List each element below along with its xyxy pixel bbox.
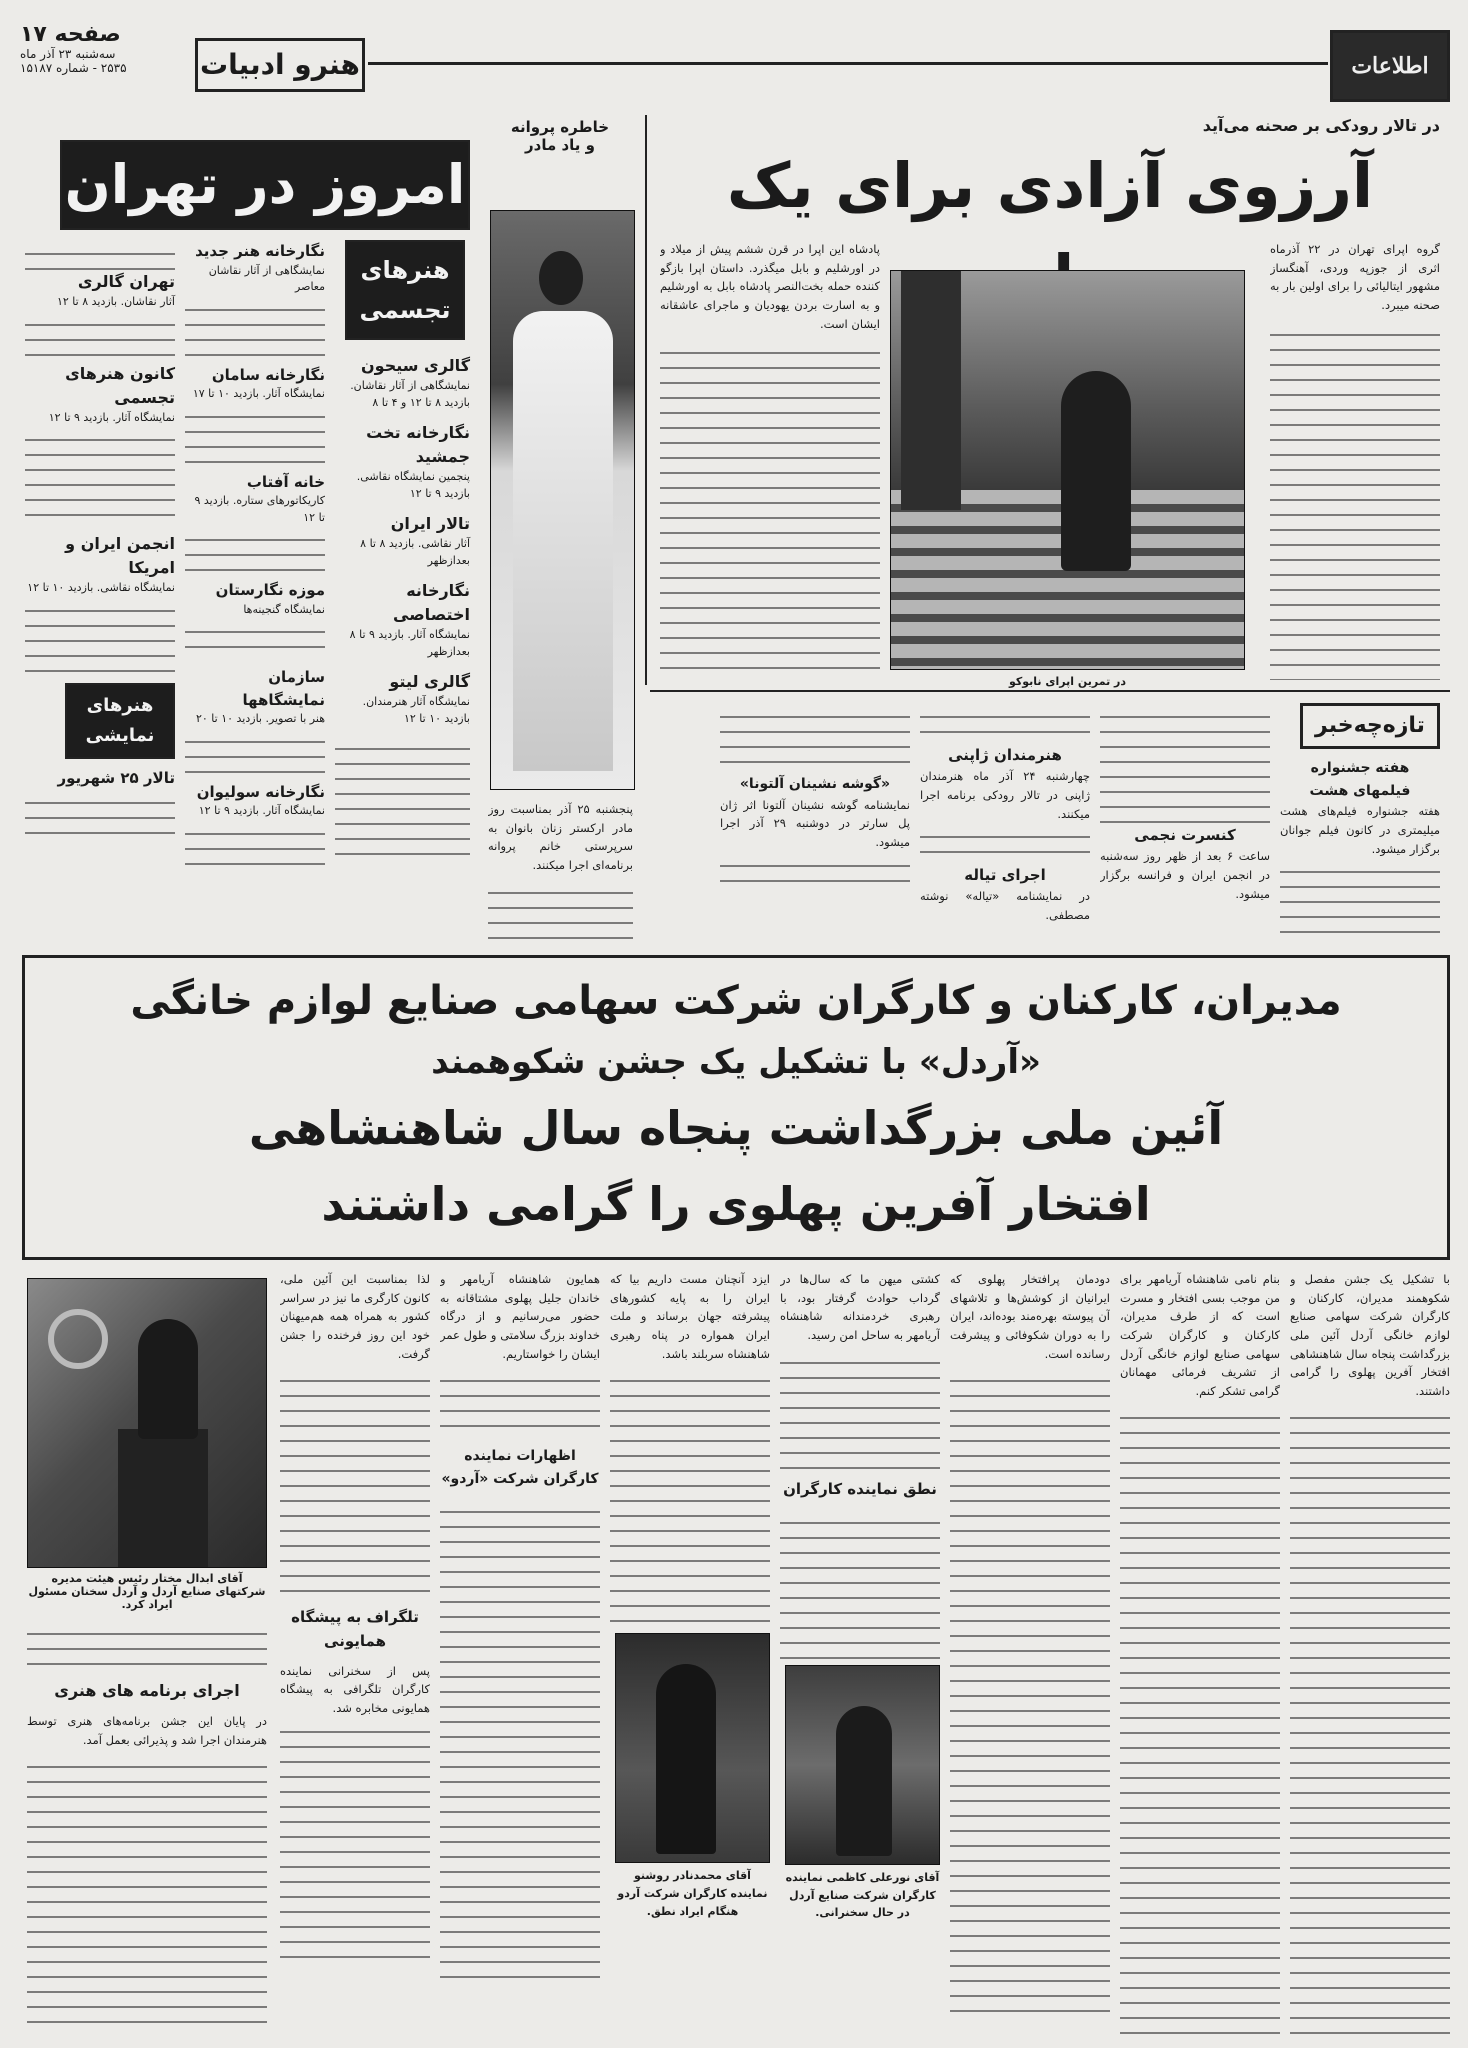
issue-line: ۲۵۳۵ - شماره ۱۵۱۸۷ [20,61,127,75]
program-lines-top [27,1620,267,1670]
tehran-today [20,110,475,950]
singer-head [539,251,583,305]
sub-telegram: تلگراف به پیشگاه همایونی [291,1608,419,1651]
venue-name: نگارخانه سولیوان [196,782,325,801]
news-title: تازه‌چه‌خبر [1315,713,1425,738]
photo2-caption: آقای محمدنادر روشنو نماینده کارگران شرکت آردو هنگام ایراد نطق. [617,1869,768,1918]
venue-filler [185,618,325,658]
date-line: سه‌شنبه ۲۳ آذر ماه [20,47,116,61]
divider-news-top [650,690,1450,692]
lead-intro-lines [1270,321,1440,681]
japan-lines [920,823,1090,863]
article-col-1: با تشکیل یک جشن مفصل و شکوهمند مدیران، کارکنان و کارگران شرکت سهامی صنایع لوازم خانگی آردل آئین ملی بزرگداشت پنجاه سال شاهنشاهی افتخار آفرین پهلوی را گرامی داشتند. [1290,1270,1450,2035]
worker-rep-photo [785,1665,940,1865]
section-title-box [195,38,365,92]
section-title: هنرو ادبیات [200,48,360,81]
banner-box [22,955,1450,1260]
lead-story [650,110,1450,690]
rep-speech-photo [615,1633,770,1863]
venue-filler [25,597,175,677]
article-col-3: دودمان پرافتخار پهلوی که ایرانیان از کوشش‌ها و تلاشهای آن پیوسته بهره‌مند بوده‌اند، ایران را به دوران شکوفائی و پیشرفت رسانده است. [950,1270,1110,2035]
news-concert: کنسرت نجمی ساعت ۶ بعد از ظهر روز سه‌شنبه در انجمن ایران و فرانسه برگزار میشود. [1100,703,1270,943]
venue-name: نگارخانه سامان [211,365,325,384]
article-col-7: لذا بمناسبت این آئین ملی، کانون کارگری ما نیز در سراسر کشور به همراه همه هم‌میهنان خود این روز فرخنده را جشن گرفت. تلگراف به پیشگاه همایونی پس از سخنرانی نماینده کارگران تلگرافی به پیشگاه همایونی مخابره شد. [280,1270,430,2035]
venue-info: آثار نقاشان. بازدید ۸ تا ۱۲ [56,295,175,308]
singer-photo [490,210,635,790]
venue-name: گالری لیتو [389,672,470,691]
japan-lines-top [920,703,1090,743]
venue-name: کانون هنرهای تجسمی [65,363,175,407]
venue-info: آثار نقاشی. بازدید ۸ تا ۸ بعدازظهر [360,537,470,567]
pillar-shape [901,271,961,510]
japan-title: هنرمندان ژاپنی [948,746,1062,764]
venue-filler [25,240,175,270]
venue-name: تهران گالری [77,272,175,291]
article-col-8 [22,1270,272,2035]
venue-info: نمایشگاه آثار. بازدید ۱۰ تا ۱۷ [192,387,325,400]
venue-info: نمایشگاهی از آثار نقاشان معاصر [208,263,325,293]
news-title-box [1300,703,1440,749]
venue-info: پنجمین نمایشگاه نقاشی. بازدید ۹ تا ۱۲ [356,470,470,500]
lead-body-lines [660,339,880,680]
banner-line-1: مدیران، کارکنان و کارگران شرکت سهامی صنایع لوازم خانگی [130,978,1342,1024]
venue-filler [25,311,175,356]
singer-figure [1061,371,1131,571]
lead-body-left: پادشاه این اپرا در قرن ششم پیش از میلاد و در اورشلیم و بابل میگذرد. داستان اپرا بازگو کننده حمله بخت‌النصر پادشاه بابل به اورشلیم و به اسارت بردن یهودیان و ماجرای عاشقانه ایشان است. [660,240,880,680]
tiyatr-title: اجرای تیاله [964,866,1046,885]
venue-name: خانه آفتاب [246,472,325,491]
venue-name: تالار ایران [390,514,470,533]
venue-name: انجمن ایران و امریکا [65,534,175,577]
visual-arts-box [345,240,465,340]
venue-info: هنر با تصویر. بازدید ۱۰ تا ۲۰ [195,712,325,725]
concert-lines-top [1100,703,1270,823]
news-film-week: هفته جشنواره فیلمهای هشت هفته جشنواره فیلم‌های هشت میلیمتری در کانون فیلم جوانان برگزار میشود. [1280,757,1440,942]
lead-headline: آرزوی آزادی برای یک [726,149,1374,222]
lead-photo-caption: در تمرین اپرای نابوکو [1008,675,1127,688]
speaker-figure [836,1706,892,1856]
venue-info: کاریکاتورهای ستاره. بازدید ۹ تا ۱۲ [194,494,325,524]
banner-line-4: افتخار آفرین پهلوی را گرامی داشتند [321,1177,1151,1231]
logo-text: اطلاعات [1351,53,1429,79]
venue-column-1 [335,350,470,940]
article-col-6-lines-b [440,1498,600,1978]
rep-figure [656,1664,716,1854]
article-col-4: کشتی میهن ما که سال‌ها در گرداب حوادث گرفتار بود، با رهبری خردمندانه شاهنشاه آریامهر به ساحل امن رسید. نطق نماینده کارگران آقای نورعلی کاظمی نماینده کارگران شرکت صنایع آردل در حال سخنرانی. [780,1270,940,2035]
sub-speech: نطق نماینده کارگران [783,1479,937,1498]
venue-filler [185,728,325,773]
memoir-lines [488,879,633,946]
opera-rehearsal-photo [890,270,1245,670]
memoir-title-1: خاطره پروانه [510,118,610,136]
venue-name: نگارخانه تخت جمشید [366,423,470,466]
venue-filler [335,735,470,855]
program-lines [27,1753,267,2023]
article-col-5: ایزد آنچنان مست داریم بیا که ایران را به پایه کشورهای پیشرفته جهان برساند و ملت ایران همواره در پناه رهبری شاهنشاه سربلند باشد. آقای محمدنادر روشنو نماینده کارگران شرکت آردو هنگام ایراد نطق. [610,1270,770,2035]
venue-info: نمایشگاه آثار. بازدید ۹ تا ۱۲ [48,410,175,424]
chairman-speech-photo [27,1278,267,1568]
article-col-4-lines [780,1349,940,1469]
venue-name: سازمان نمایشگاهها [242,668,325,709]
article-col-1-lines [1290,1404,1450,2035]
news-section [650,695,1450,950]
venue-info: نمایشگاه نقاشی. بازدید ۱۰ تا ۱۲ [27,581,175,594]
article-col-7-lines-b [280,1718,430,1958]
memoir-title-2: و یاد مادر [525,136,595,154]
newspaper-logo [1330,30,1450,102]
article-col-7-lines [280,1367,430,1597]
venue-filler [25,426,175,526]
venue-column-3 [25,240,175,940]
banner-line-3: آئین ملی بزرگداشت پنجاه سال شاهنشاهی [248,1101,1224,1155]
altona-lines [720,852,910,892]
chairman-figure [138,1319,198,1439]
tehran-today-title-box [60,140,470,230]
venue-info: نمایشگاه آثار هنرمندان. بازدید ۱۰ تا ۱۲ [362,695,470,725]
venue-name: نگارخانه اختصاصی [393,581,470,624]
masthead-rule [368,62,1328,65]
news-altona: «گوشه نشینان آلتونا» نمایشنامه گوشه نشینان آلتونا اثر ژان پل سارتر در دوشنبه ۲۹ آذر اجرا میشود. [720,703,910,943]
venue-filler [185,296,325,356]
article-col-6-lines [440,1367,600,1437]
podium-shape [118,1429,208,1568]
venue-filler [185,403,325,463]
article-col-6: همایون شاهنشاه آریامهر و خاندان جلیل پهلوی مشتاقانه به حضور می‌رسانیم و از درگاه خداوند بزرگ سلامتی و طول عمر ایشان را خواستاریم. اظهارات نماینده کارگران شرکت «آردو» [440,1270,600,2035]
sub-workers-rep: اظهارات نماینده کارگران شرکت «آردو» [441,1448,599,1487]
article-col-5-lines [610,1367,770,1627]
altona-title: «گوشه نشینان آلتونا» [739,776,891,792]
article-col-2-lines [1120,1404,1280,2035]
performing-arts-title: هنرهای نمایشی [85,694,155,746]
visual-arts-title: هنرهای تجسمی [359,256,451,324]
performing-arts-box [65,683,175,759]
page-number [20,22,180,75]
venue-filler [185,820,325,865]
venue-name: موزه نگارستان [215,581,325,599]
performing-item: تالار ۲۵ شهریور [57,768,175,787]
venue-column-2 [185,240,325,940]
masthead [0,0,1468,110]
memoir-body: پنجشنبه ۲۵ آذر بمناسبت روز مادر ارکستر زنان بانوان به سرپرستی خانم پروانه برنامه‌ای اجرا میکنند. [488,800,633,945]
article-col-3-lines [950,1367,1110,2017]
singer-dress [513,311,613,771]
lead-kicker: در تالار رودکی بر صحنه می‌آید [1202,116,1440,135]
program-block: اجرای برنامه های هنری در پایان این جشن برنامه‌های هنری توسط هنرمندان اجرا شد و پذیرائی بعمل آمد. [27,1620,267,2030]
venue-filler [185,526,325,571]
lead-intro: گروه اپرای تهران در ۲۲ آذرماه اثری از جوزپه وردی، آهنگساز مشهور ایتالیائی را برای اولین بار به صحنه میبرد. [1270,240,1440,680]
news-japan: هنرمندان ژاپنی چهارشنبه ۲۴ آذر ماه هنرمندان ژاپنی در تالار رودکی برنامه اجرا میکنند. اجرای تیاله در نمایشنامه «تیاله» نوشته مصطفی. [920,703,1090,943]
film-week-title: هفته جشنواره فیلمهای هشت [1309,760,1411,799]
memoir-column [480,110,640,950]
venue-info: نمایشگاه گنجینه‌ها [243,602,325,616]
photo1-caption: آقای ابدال مختار رئیس هیئت مدیره شرکتهای صنایع آردل و آردل سخنان مسئول ایراد کرد. [28,1572,266,1611]
photo3-caption: آقای نورعلی کاظمی نماینده کارگران شرکت صنایع آردل در حال سخنرانی. [785,1870,940,1920]
article-col-2: بنام نامی شاهنشاه آریامهر برای من موجب بسی افتخار و مسرت است که از طرف مدیران، کارکنان و کارگران شرکت سهامی صنایع لوازم خانگی آردل از تشریف فرمائی مهمانان گرامی تشکر کنم. [1120,1270,1280,2035]
venue-info: نمایشگاه آثار. بازدید ۹ تا ۱۲ [198,804,325,817]
concert-title: کنسرت نجمی [1134,826,1236,844]
article-col-4-lines-b [780,1509,940,1659]
venue-name: گالری سیحون [361,356,470,375]
altona-lines-top [720,703,910,773]
tehran-today-title: امروز در تهران [64,153,466,216]
page-label: صفحه ۱۷ [20,22,121,47]
wall-emblem [48,1309,108,1369]
venue-info: نمایشگاه آثار. بازدید ۹ تا ۸ بعدازظهر [349,628,470,658]
sub-program: اجرای برنامه های هنری [54,1681,240,1700]
venue-name: نگارخانه هنر جدید [195,242,325,260]
venue-filler [25,789,175,839]
banner-line-2: «آردل» با تشکیل یک جشن شکوهمند [431,1042,1041,1082]
article-body [22,1270,1450,2040]
divider-lead [645,115,647,685]
film-week-lines [1280,858,1440,942]
venue-info: نمایشگاهی از آثار نقاشان. بازدید ۸ تا ۱۲ و ۴ تا ۸ [350,379,470,409]
